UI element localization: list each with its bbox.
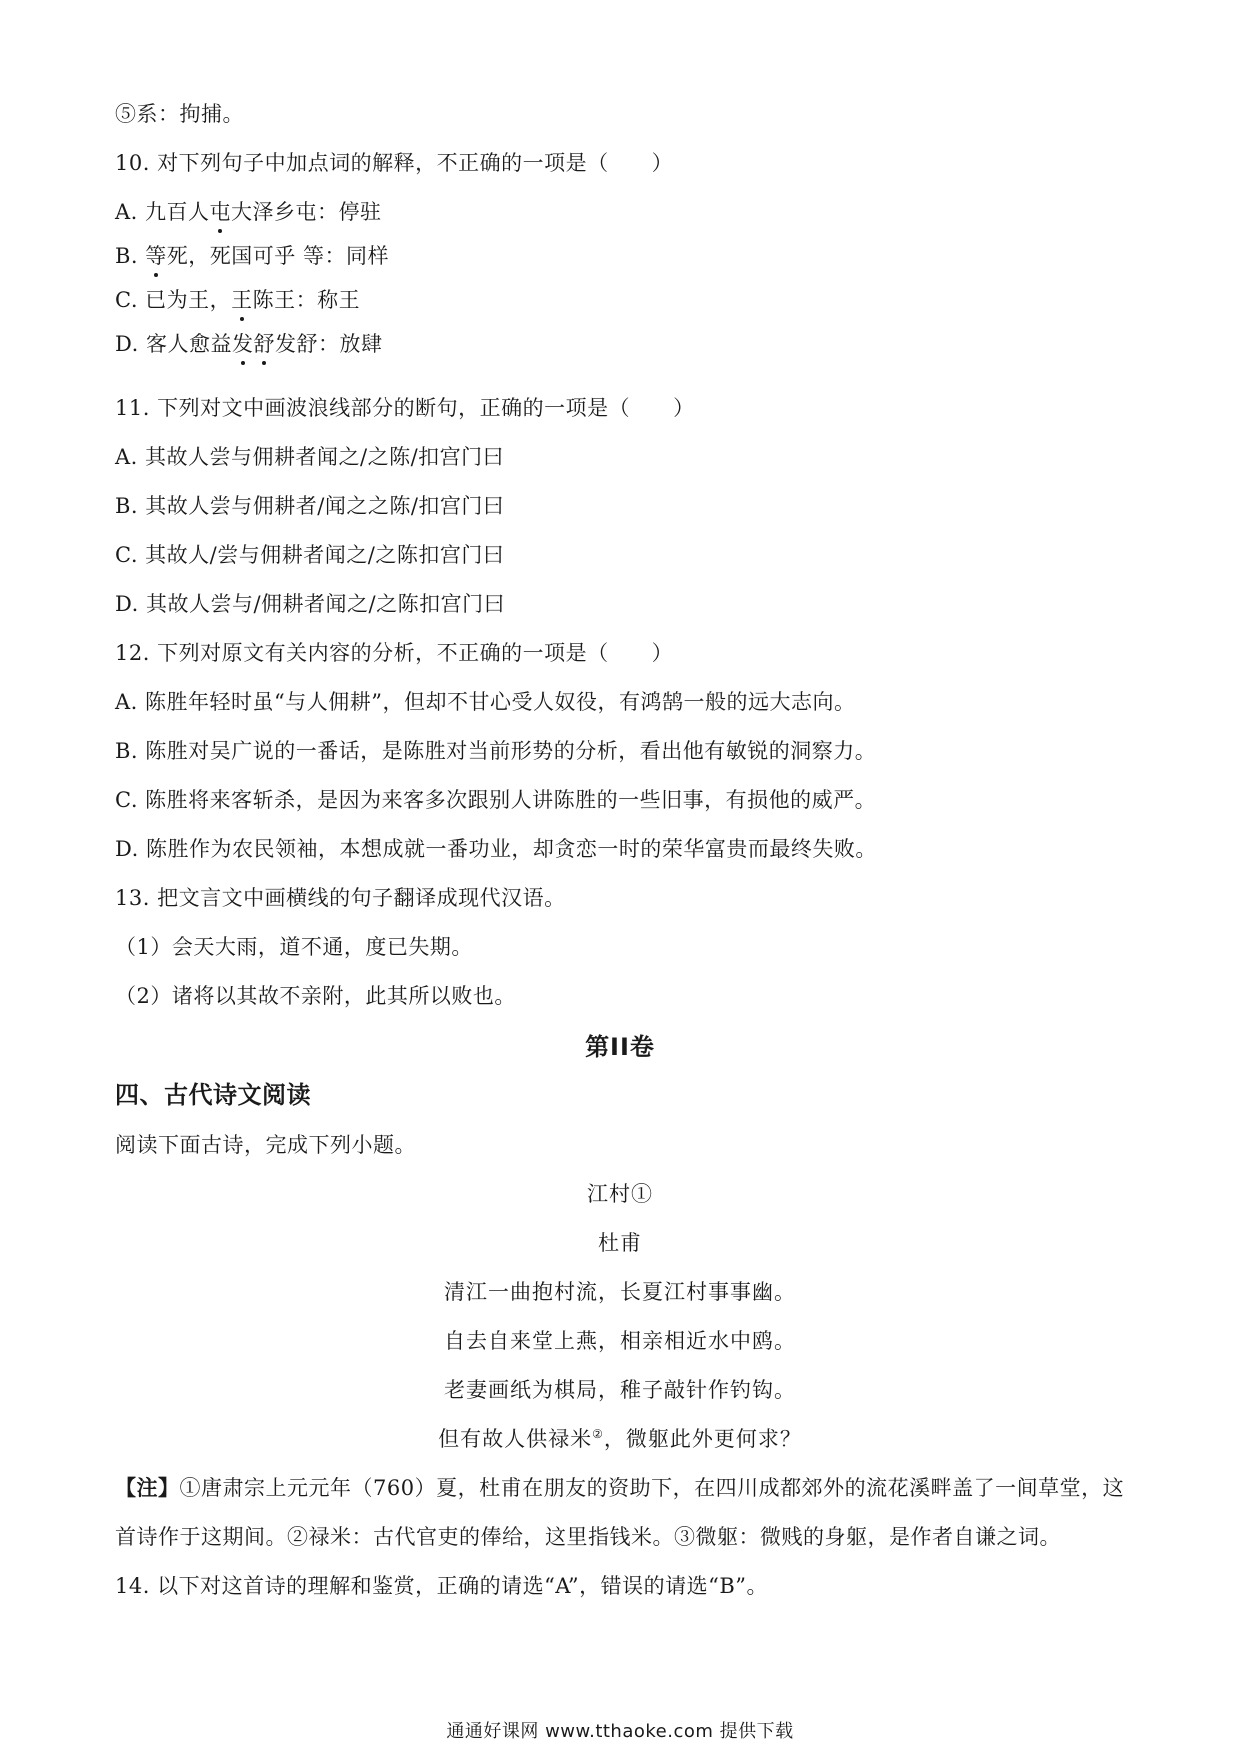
page-footer: 通通好课网 www.tthaoke.com 提供下载 xyxy=(446,1721,794,1742)
poem-line: 自去自来堂上燕，相亲相近水中鸥。 xyxy=(444,1329,796,1353)
question-11: 11. 下列对文中画波浪线部分的断句，正确的一项是（ ） xyxy=(115,396,695,420)
dotted-char: 王 xyxy=(231,288,253,312)
note-mark: 【注】 xyxy=(115,1476,180,1500)
translation-item-2: （2）诸将以其故不亲附，此其所以败也。 xyxy=(115,984,516,1008)
footnote-ref: ② xyxy=(592,1427,604,1441)
option-10d: D. 客人愈益发舒发舒：放肆 xyxy=(115,332,383,356)
instruction: 阅读下面古诗，完成下列小题。 xyxy=(115,1133,416,1157)
option-12d: D. 陈胜作为农民领袖，本想成就一番功业，却贪恋一时的荣华富贵而最终失败。 xyxy=(115,837,877,861)
option-11a: A. 其故人尝与佣耕者闻之/之陈/扣宫门曰 xyxy=(115,445,505,469)
dotted-char: 等 xyxy=(145,244,167,268)
option-10c: C. 已为王，王陈王：称王 xyxy=(115,288,361,312)
option-12a: A. 陈胜年轻时虽“与人佣耕”，但却不甘心受人奴役，有鸿鹄一般的远大志向。 xyxy=(115,690,856,714)
option-11b: B. 其故人尝与佣耕者/闻之之陈/扣宫门曰 xyxy=(115,494,505,518)
note-line: 【注】①唐肃宗上元元年（760）夏，杜甫在朋友的资助下，在四川成都郊外的流花溪畔盖了一间草堂，这 xyxy=(115,1476,1125,1500)
note-line: 首诗作于这期间。②禄米：古代官吏的俸给，这里指钱米。③微躯：微贱的身躯，是作者自谦之词。 xyxy=(115,1525,1061,1549)
poem-title: 江村① xyxy=(587,1182,653,1206)
option-10a: A. 九百人屯大泽乡屯：停驻 xyxy=(115,200,382,224)
volume-title: 第II卷 xyxy=(585,1033,655,1061)
question-10: 10. 对下列句子中加点词的解释，不正确的一项是（ ） xyxy=(115,151,674,175)
option-10b: B. 等死，死国可乎 等：同样 xyxy=(115,244,389,268)
translation-item-1: （1）会天大雨，道不通，度已失期。 xyxy=(115,935,473,959)
gloss-line: ⑤系：拘捕。 xyxy=(115,102,244,126)
question-12: 12. 下列对原文有关内容的分析，不正确的一项是（ ） xyxy=(115,641,674,665)
poem-line: 但有故人供禄米②，微躯此外更何求？ xyxy=(438,1427,802,1451)
dotted-char: 舒 xyxy=(253,332,275,356)
dotted-char: 发 xyxy=(231,332,254,356)
section-title: 四、古代诗文阅读 xyxy=(115,1081,311,1109)
option-11c: C. 其故人/尝与佣耕者闻之/之陈扣宫门曰 xyxy=(115,543,505,567)
option-12b: B. 陈胜对吴广说的一番话，是陈胜对当前形势的分析，看出他有敏锐的洞察力。 xyxy=(115,739,877,763)
dotted-char: 屯 xyxy=(209,200,232,224)
question-13: 13. 把文言文中画横线的句子翻译成现代汉语。 xyxy=(115,886,566,910)
option-11d: D. 其故人尝与/佣耕者闻之/之陈扣宫门曰 xyxy=(115,592,506,616)
poem-author: 杜甫 xyxy=(598,1231,642,1255)
question-14: 14. 以下对这首诗的理解和鉴赏，正确的请选“A”，错误的请选“B”。 xyxy=(115,1574,769,1598)
poem-line: 清江一曲抱村流，长夏江村事事幽。 xyxy=(444,1280,796,1304)
option-12c: C. 陈胜将来客斩杀，是因为来客多次跟别人讲陈胜的一些旧事，有损他的威严。 xyxy=(115,788,877,812)
poem-line: 老妻画纸为棋局，稚子敲针作钓钩。 xyxy=(444,1378,796,1402)
